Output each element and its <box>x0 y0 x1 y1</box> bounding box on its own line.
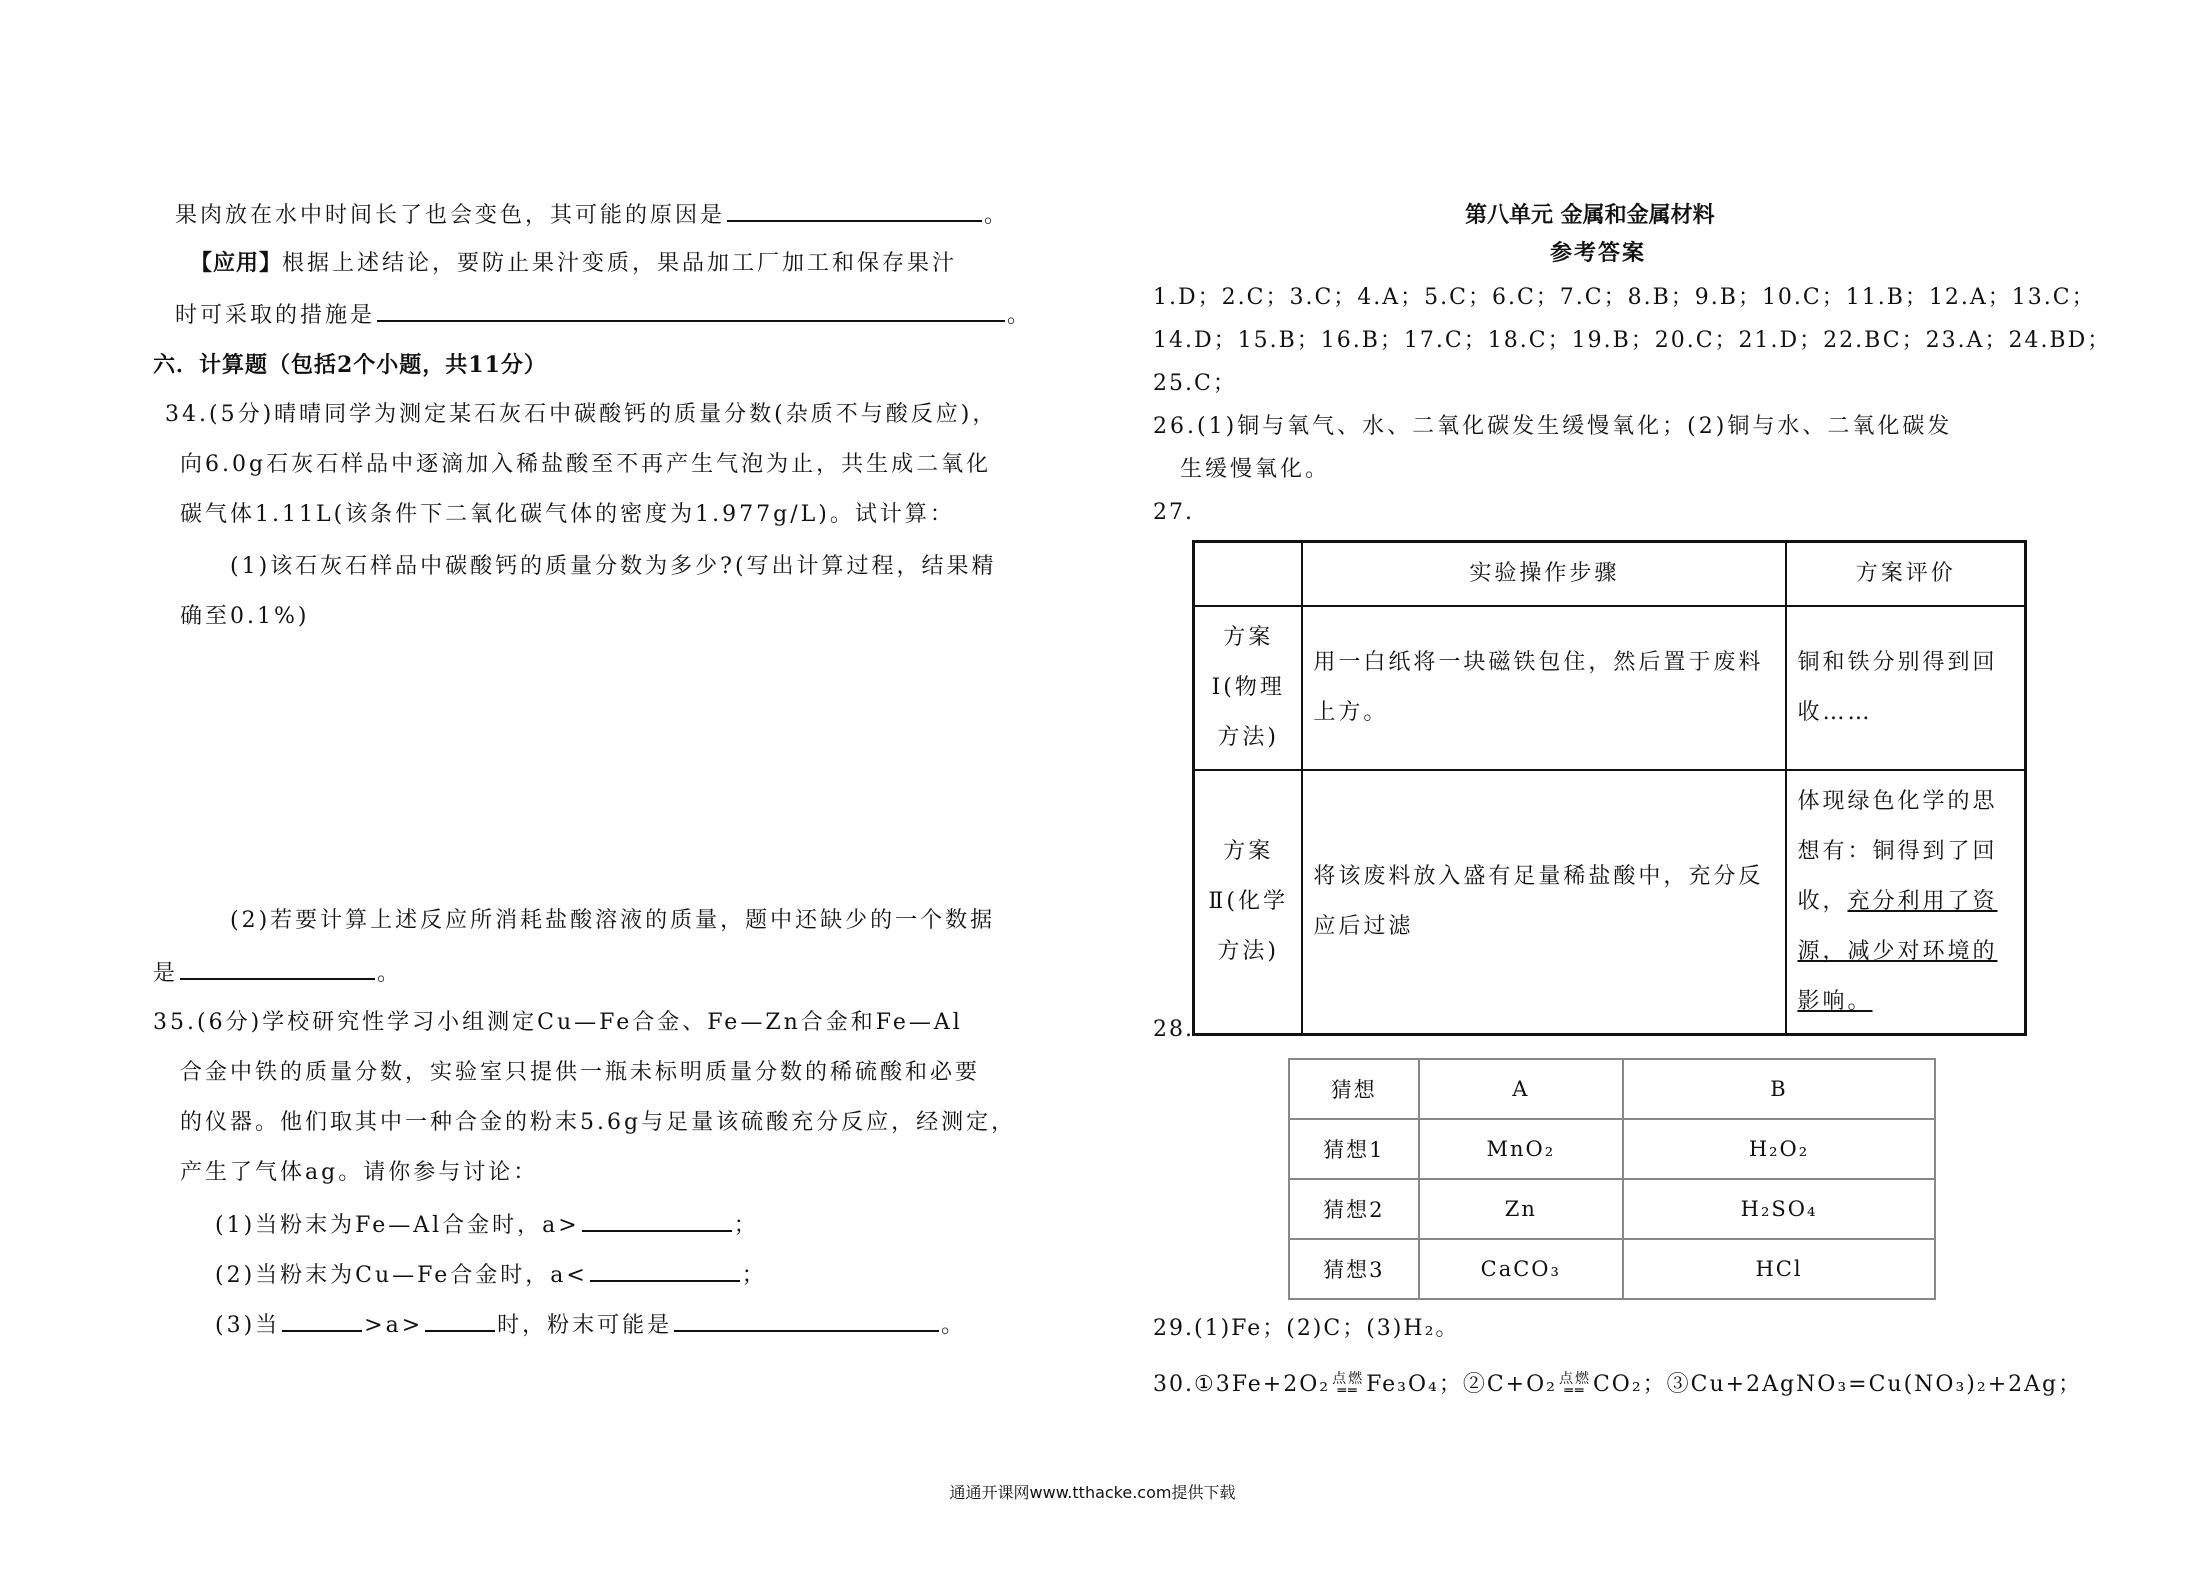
answer-blank[interactable] <box>377 298 1005 322</box>
q34-line-2: 向6.0g石灰石样品中逐滴加入稀盐酸至不再产生气泡为止，共生成二氧化 <box>180 452 992 477</box>
q35-line-4: 产生了气体ag。请你参与讨论： <box>180 1160 539 1185</box>
answer-30: 30.①3Fe+2O₂ 点燃 ══ Fe₃O₄；②C+O₂ 点燃 ══ CO₂；③Cu+2AgNO₃=Cu(NO₃)₂+2Ag； <box>1153 1371 2083 1399</box>
answer-27-table <box>1192 540 2027 1036</box>
table-cell: 将该废料放入盛有足量稀盐酸中，充分反应后过滤 <box>1302 770 1786 1035</box>
table-header: 实验操作步骤 <box>1302 542 1786 607</box>
q34-part1-line-2: 确至0.1%) <box>180 604 310 629</box>
table-row <box>1194 606 2026 770</box>
q34-part2-line-2: 是 。 <box>153 956 402 989</box>
reaction-condition: 点燃 ══ <box>1332 1371 1365 1399</box>
page-footer: 通通开课网www.tthacke.com提供下载 <box>949 1483 1236 1502</box>
table-cell: 猜想2 <box>1289 1179 1419 1239</box>
table-cell: H₂O₂ <box>1623 1119 1935 1179</box>
table-cell: H₂SO₄ <box>1623 1179 1935 1239</box>
q35-line-1: 35.(6分)学校研究性学习小组测定Cu—Fe合金、Fe—Zn合金和Fe—Al <box>153 1010 963 1035</box>
answers-line-1: 1.D；2.C；3.C；4.A；5.C；6.C；7.C；8.B；9.B；10.C；11.B；12.A；13.C； <box>1153 285 2096 310</box>
table-cell: MnO₂ <box>1419 1119 1623 1179</box>
table-cell: 铜和铁分别得到回收…… <box>1786 606 2025 770</box>
answer-28-label: 28. <box>1153 1017 1194 1042</box>
q35-sub-3: (3)当 >a> 时，粉末可能是 。 <box>215 1308 966 1341</box>
section-heading: 六．计算题（包括2个小题，共11分） <box>153 352 547 378</box>
table-cell: CaCO₃ <box>1419 1239 1623 1299</box>
q35-line-3: 的仪器。他们取其中一种合金的粉末5.6g与足量该硫酸充分反应，经测定， <box>180 1110 1017 1135</box>
q35-sub-1: (1)当粉末为Fe—Al合金时，a> ； <box>215 1208 759 1241</box>
table-row <box>1289 1179 1935 1239</box>
answer-blank[interactable] <box>425 1308 495 1332</box>
table-header: A <box>1419 1059 1623 1119</box>
answer-27-label: 27. <box>1153 500 1194 525</box>
table-row <box>1289 1059 1935 1119</box>
answer-key-title: 参考答案 <box>1550 240 1647 266</box>
table-row <box>1289 1119 1935 1179</box>
answer-blank[interactable] <box>582 1208 732 1232</box>
answer-blank[interactable] <box>282 1308 362 1332</box>
table-cell: Zn <box>1419 1179 1623 1239</box>
table-cell: 猜想3 <box>1289 1239 1419 1299</box>
table-header: B <box>1623 1059 1935 1119</box>
q34-part2-line-1: (2)若要计算上述反应所消耗盐酸溶液的质量，题中还缺少的一个数据 <box>230 908 996 933</box>
q34-line-1: 34.(5分)晴晴同学为测定某石灰石中碳酸钙的质量分数(杂质不与酸反应)， <box>165 402 998 427</box>
unit-title: 第八单元 金属和金属材料 <box>1465 202 1715 228</box>
answers-line-2: 14.D；15.B；16.B；17.C；18.C；19.B；20.C；21.D；22.BC；23.A；24.BD； <box>1153 328 2112 353</box>
table-row <box>1289 1239 1935 1299</box>
table-header: 方案评价 <box>1786 542 2025 607</box>
q35-line-2: 合金中铁的质量分数，实验室只提供一瓶未标明质量分数的稀硫酸和必要 <box>180 1060 981 1085</box>
q35-sub-2: (2)当粉末为Cu—Fe合金时，a< ； <box>215 1258 767 1291</box>
table-cell: 方案Ⅱ(化学方法) <box>1194 770 1303 1035</box>
table-cell: 用一白纸将一块磁铁包住，然后置于废料上方。 <box>1302 606 1786 770</box>
answer-28-table <box>1288 1058 1936 1300</box>
answer-26-line-2: 生缓慢氧化。 <box>1180 457 1331 482</box>
apply-line-2: 时可采取的措施是 。 <box>175 298 1032 331</box>
q34-line-3: 碳气体1.11L(该条件下二氧化碳气体的密度为1.977g/L)。试计算： <box>180 502 955 527</box>
apply-line: 【应用】根据上述结论，要防止果汁变质，果品加工厂加工和保存果汁 <box>190 250 958 276</box>
table-cell: 猜想1 <box>1289 1119 1419 1179</box>
q34-part1-line-1: (1)该石灰石样品中碳酸钙的质量分数为多少?(写出计算过程，结果精 <box>230 554 997 579</box>
answer-blank[interactable] <box>180 956 375 980</box>
table-cell: 方案Ⅰ(物理方法) <box>1194 606 1303 770</box>
table-cell: 体现绿色化学的思想有：铜得到了回收，充分利用了资源，减少对环境的影响。 <box>1786 770 2025 1035</box>
table-header: 猜想 <box>1289 1059 1419 1119</box>
answer-29: 29.(1)Fe；(2)C；(3)H₂。 <box>1153 1316 1460 1341</box>
table-cell <box>1194 542 1303 607</box>
table-cell: HCl <box>1623 1239 1935 1299</box>
answer-26-line-1: 26.(1)铜与氧气、水、二氧化碳发生缓慢氧化；(2)铜与水、二氧化碳发 <box>1153 414 1953 439</box>
q33-line: 果肉放在水中时间长了也会变色，其可能的原因是 。 <box>175 198 1009 231</box>
answer-blank[interactable] <box>590 1258 740 1282</box>
answer-blank[interactable] <box>674 1308 939 1332</box>
table-row <box>1194 770 2026 1035</box>
reaction-condition: 点燃 ══ <box>1558 1371 1591 1399</box>
answers-line-3: 25.C； <box>1153 371 1237 396</box>
answer-blank[interactable] <box>727 198 982 222</box>
table-row <box>1194 542 2026 607</box>
